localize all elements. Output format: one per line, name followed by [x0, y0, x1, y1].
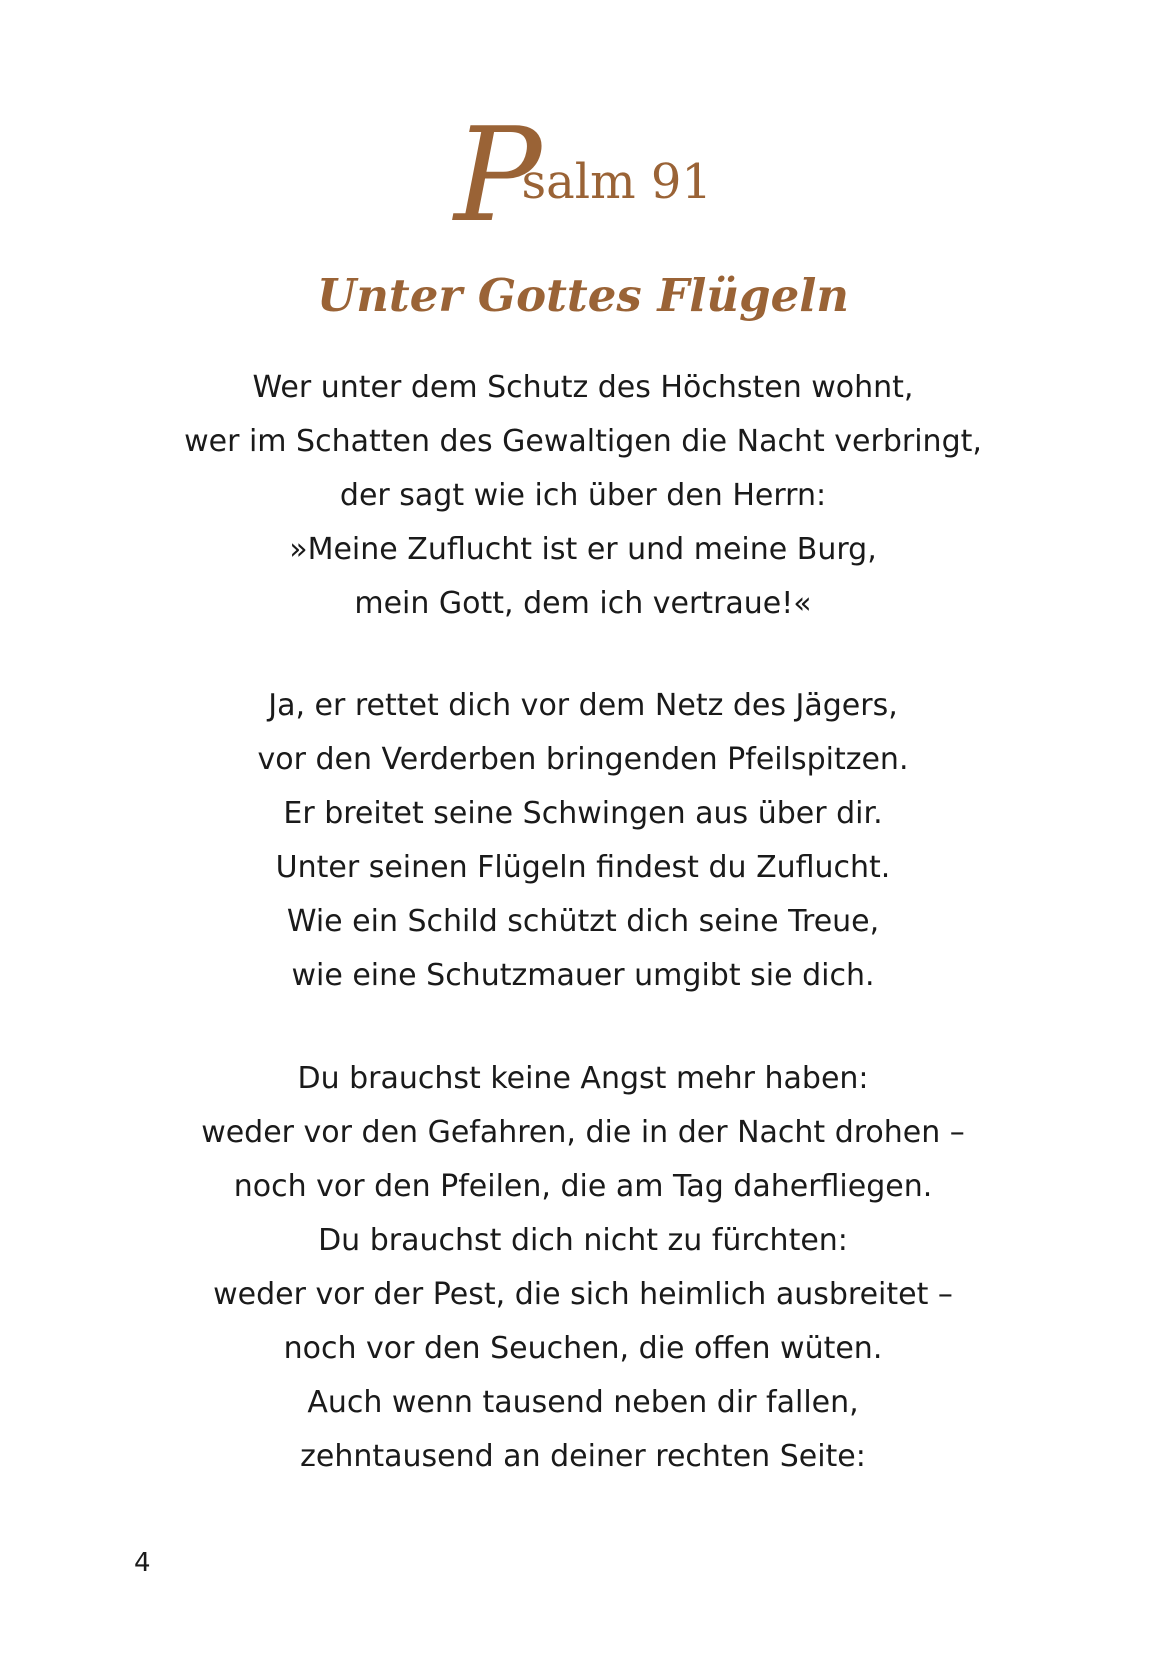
verse-line: weder vor den Gefahren, die in der Nacht drohen – — [201, 1115, 965, 1150]
verse-line: Wie ein Schild schützt dich seine Treue, — [286, 904, 880, 939]
verse-line: Unter seinen Flügeln findest du Zuflucht. — [275, 850, 891, 885]
verse-line: »Meine Zuflucht ist er und meine Burg, — [289, 532, 877, 567]
verse-line: noch vor den Pfeilen, die am Tag daherfliegen. — [233, 1169, 933, 1204]
title-text: salm 91 — [521, 154, 712, 210]
stanza — [60, 361, 1106, 631]
page-subtitle: Unter Gottes Flügeln — [316, 269, 850, 322]
verse-line: Wer unter dem Schutz des Höchsten wohnt, — [252, 370, 914, 405]
verse-line: Ja, er rettet dich vor dem Netz des Jägers, — [268, 688, 898, 723]
verse-line: wie eine Schutzmauer umgibt sie dich. — [291, 958, 875, 993]
verse-line: Du brauchst keine Angst mehr haben: — [297, 1061, 869, 1096]
verse-line: mein Gott, dem ich vertraue!« — [354, 586, 812, 621]
verse-line: Er breitet seine Schwingen aus über dir. — [283, 796, 883, 831]
title-drop-cap: P — [454, 99, 542, 251]
verse-line: noch vor den Seuchen, die offen wüten. — [283, 1331, 883, 1366]
verse-line: weder vor der Pest, die sich heimlich ausbreitet – — [213, 1277, 953, 1312]
verse-line: zehntausend an deiner rechten Seite: — [300, 1439, 866, 1474]
verse-line: wer im Schatten des Gewaltigen die Nacht verbringt, — [184, 424, 982, 459]
verse-line: Auch wenn tausend neben dir fallen, — [307, 1385, 859, 1420]
stanza — [60, 1052, 1106, 1484]
page-number: 4 — [134, 1548, 151, 1578]
verse-line: der sagt wie ich über den Herrn: — [339, 478, 827, 513]
verse-line: vor den Verderben bringenden Pfeilspitzen. — [257, 742, 909, 777]
stanza — [60, 679, 1106, 1003]
verse-line: Du brauchst dich nicht zu fürchten: — [318, 1223, 848, 1258]
page-title — [0, 99, 1166, 251]
